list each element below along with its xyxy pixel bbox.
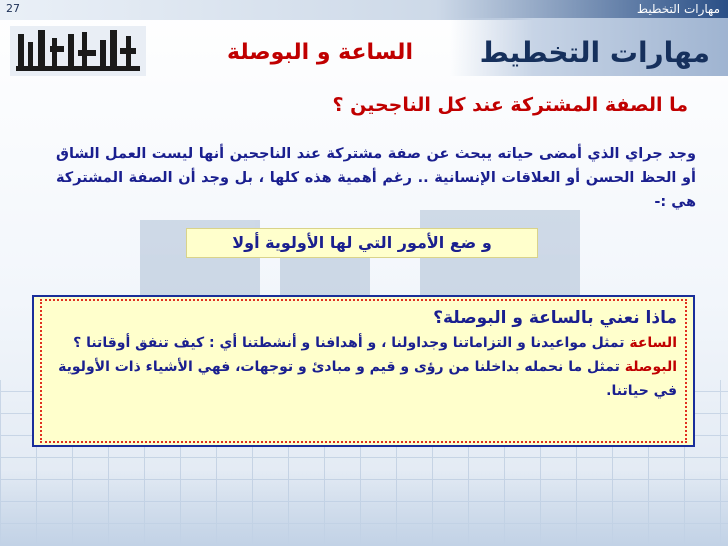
banner-title: مهارات التخطيط: [479, 36, 710, 69]
calligraphy-logo-icon: [8, 20, 148, 80]
definition-box-inner: [40, 299, 687, 443]
page-number: 27: [6, 2, 20, 15]
compass-term: البوصلة: [624, 359, 677, 375]
top-title: مهارات التخطيط: [636, 2, 720, 16]
compass-definition: [50, 355, 677, 403]
header-banner: [450, 18, 728, 76]
compass-text: تمثل ما نحمله بداخلنا من رؤى و قيم و مبادئ و توجهات، فهي الأشياء ذات الأولوية في حياتنا.: [58, 359, 677, 399]
top-bar: [0, 0, 728, 20]
slide-title: الساعة و البوصلة: [227, 40, 413, 65]
box-question: ماذا نعني بالساعة و البوصلة؟: [433, 308, 677, 328]
clock-term: الساعة: [629, 335, 677, 351]
definition-box: [32, 295, 695, 447]
clock-definition: [50, 331, 677, 355]
highlight-box: [186, 228, 538, 258]
highlight-text: و ضع الأمور التي لها الأولوية أولا: [232, 233, 492, 252]
clock-text: تمثل مواعيدنا و التزاماتنا وجداولنا ، و أهدافنا و أنشطتنا أي : كيف تنفق أوقاتنا ؟: [73, 335, 630, 351]
slide-question: ما الصفة المشتركة عند كل الناجحين ؟: [332, 94, 688, 116]
intro-paragraph: وجد جراي الذي أمضى حياته يبحث عن صفة مشتركة عند الناجحين أنها ليست العمل الشاق أو الحظ الحسن أو العلاقات الإنسانية .. رغم أهمية هذه كلها ، بل وجد أن الصفة المشتركة هي :-: [56, 146, 696, 210]
